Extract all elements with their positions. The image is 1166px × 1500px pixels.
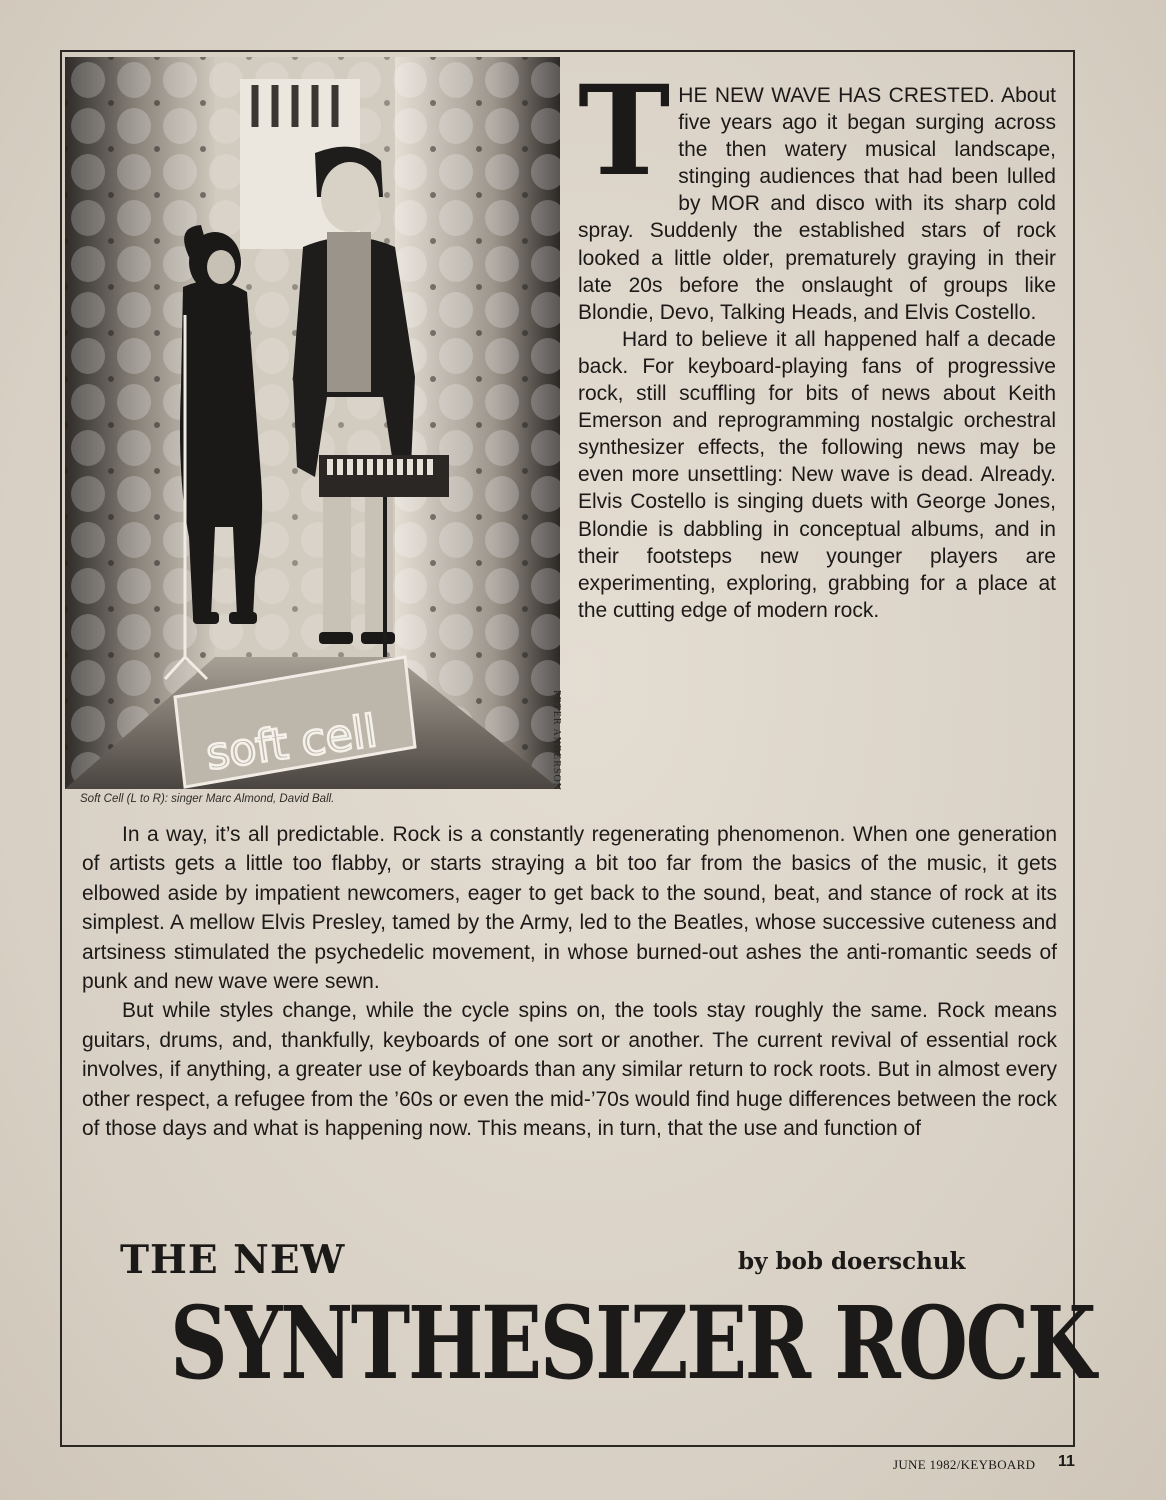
photo-soft-cell-icon [65, 57, 560, 789]
right-column [578, 59, 1056, 624]
body-text [82, 820, 1057, 1143]
headline-line-2: SYNTHESIZER ROCK [170, 1284, 1094, 1402]
paragraph-4: But while styles change, while the cycle spins on, the tools stay roughly the same. Rock means guitars, drums, and, thankfully, keyboards of one sort or another. The current revival of essential rock involves, if anything, a greater use of keyboards than any similar return to rock roots. But in almost every other respect, a refugee from the ’60s or even the mid-’70s would find huge differences between the rock of those days and what is happening now. This means, in turn, that the use and function of [82, 999, 1057, 1141]
photo-credit: PETER ANDERSON [551, 690, 562, 791]
band-photo [65, 57, 560, 789]
photo-caption: Soft Cell (L to R): singer Marc Almond, David Ball. [80, 793, 335, 805]
headline-line-1: THE NEW [120, 1237, 346, 1283]
paragraph-2: Hard to believe it all happened half a decade back. For keyboard-playing fans of progressive rock, still scuffling for bits of news about Keith Emerson and reprogramming nostalgic orchestral synthesizer effects, the following news may be even more unsettling: New wave is dead. Already. Elvis Costello is singing duets with George Jones, Blondie is dabbling in conceptual albums, and in their footsteps new younger players are experimenting, exploring, grabbing for a place at the cutting edge of modern rock. [578, 327, 1056, 622]
folio: JUNE 1982/KEYBOARD [893, 1457, 1036, 1472]
lead-in: HE NEW WAVE HAS CRESTED. [678, 84, 995, 107]
byline: by bob doerschuk [738, 1248, 966, 1275]
svg-text:soft cell: soft cell [203, 705, 381, 781]
drop-cap: T [578, 59, 671, 204]
paragraph-3: In a way, it’s all predictable. Rock is a constantly regenerating phenomenon. When one generation of artists gets a little too flabby, or starts straying a bit too far from the basics of the music, it gets elbowed aside by impatient newcomers, eager to get back to the sound, beat, and stance of rock at its simplest. A mellow Elvis Presley, tamed by the Army, led to the Beatles, whose successive cuteness and artsiness stimulated the psychedelic movement, in whose burned-out ashes the anti-romantic seeds of punk and new wave were sewn. [82, 823, 1057, 994]
page-number: 11 [1058, 1453, 1075, 1470]
paragraph-1: About five years ago it began surging across the then watery musical landscape, stinging audiences that had been lulled by MOR and disco with its sharp cold spray. Suddenly the established stars of rock looked a little older, prematurely graying in their late 20s before the onslaught of groups like Blondie, Devo, Talking Heads, and Elvis Costello. [578, 84, 1056, 324]
